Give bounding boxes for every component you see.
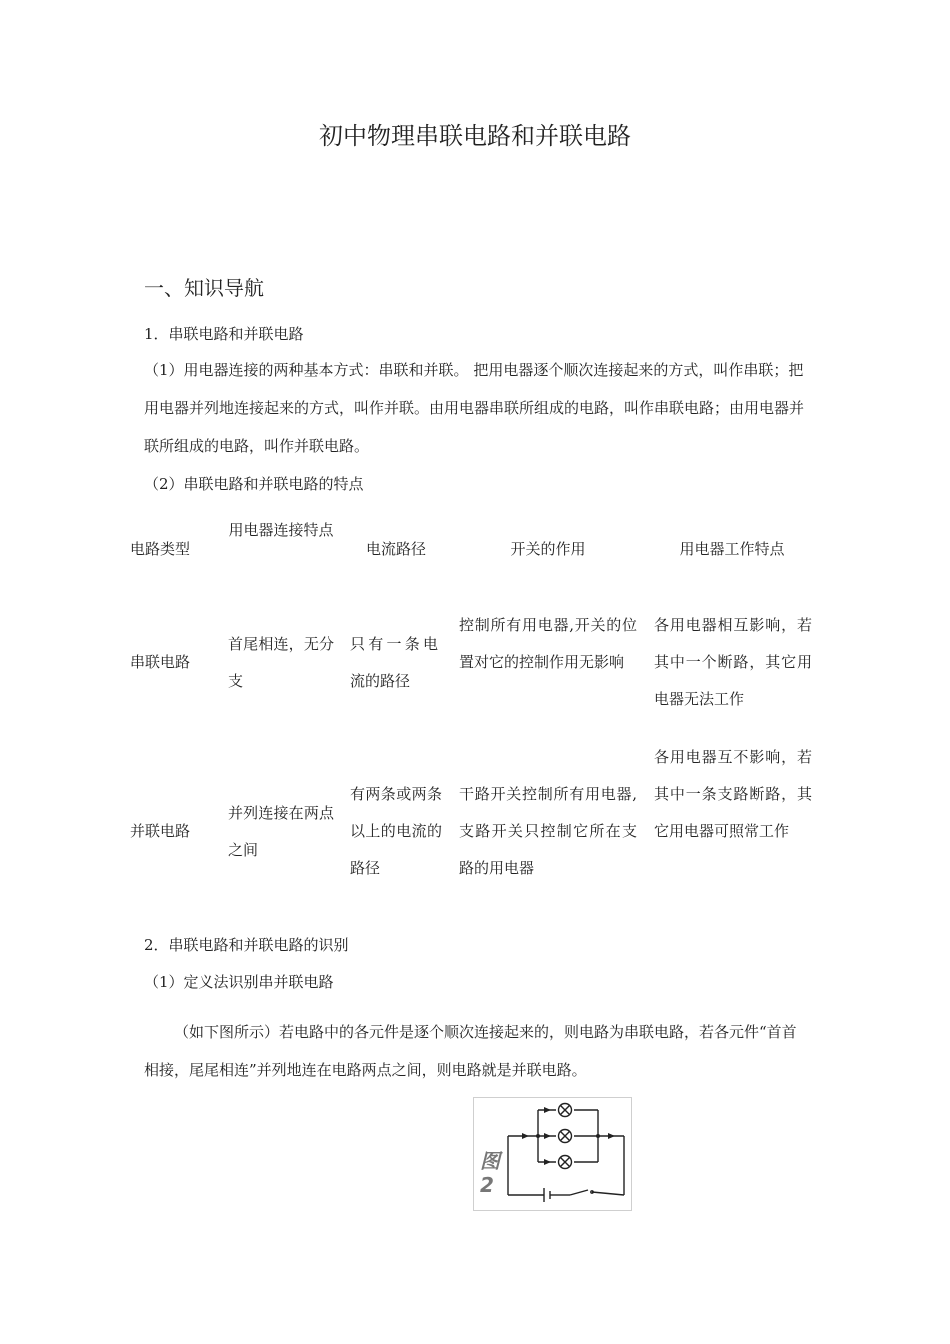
table-cell: 只有一条电流的路径 — [350, 635, 438, 690]
figure-label-bottom: 2 — [480, 1173, 494, 1197]
figure-label-top: 图 — [480, 1149, 500, 1173]
section-heading: 一、知识导航 — [144, 276, 264, 300]
paragraph-1: （1）用电器连接的两种基本方式：串联和并联。 把用电器逐个顺次连接起来的方式，叫作串联；把用电器并列地连接起来的方式，叫作并联。由用电器串联所组成的电路，叫作串联电路；由用电器并联所组成的电路，叫作并联电路。 — [144, 361, 805, 455]
table-header: 电路类型 — [130, 540, 191, 558]
table-header: 用电器工作特点 — [679, 540, 785, 558]
subheading-1: 1．串联电路和并联电路 — [144, 325, 304, 343]
subheading-2: 2．串联电路和并联电路的识别 — [144, 936, 349, 954]
table-cell: 干路开关控制所有用电器,支路开关只控制它所在支路的用电器 — [459, 785, 637, 877]
table-cell: 有两条或两条以上的电流的路径 — [350, 785, 442, 877]
table-cell: 控制所有用电器,开关的位置对它的控制作用无影响 — [459, 616, 637, 671]
table-cell: 串联电路 — [130, 653, 191, 671]
paragraph-3: （1）定义法识别串并联电路 — [144, 973, 334, 991]
parallel-circuit-svg — [474, 1098, 631, 1210]
circuit-diagram — [473, 1097, 632, 1211]
table-cell: 首尾相连，无分支 — [228, 635, 334, 690]
paragraph-2: （2）串联电路和并联电路的特点 — [144, 475, 364, 493]
table-cell: 各用电器相互影响，若其中一个断路，其它用电器无法工作 — [654, 616, 812, 708]
table-header: 电流路径 — [365, 540, 426, 558]
table-header: 开关的作用 — [510, 540, 586, 558]
table-cell: 并联电路 — [130, 822, 191, 840]
table-header: 用电器连接特点 — [228, 521, 334, 539]
table-cell: 各用电器互不影响，若其中一条支路断路，其它用电器可照常工作 — [654, 748, 812, 840]
table-cell: 并列连接在两点之间 — [228, 804, 334, 859]
page-title: 初中物理串联电路和并联电路 — [319, 122, 631, 150]
paragraph-4: （如下图所示）若电路中的各元件是逐个顺次连接起来的，则电路为串联电路，若各元件“首首相接，尾尾相连”并列地连在电路两点之间，则电路就是并联电路。 — [144, 1023, 797, 1079]
